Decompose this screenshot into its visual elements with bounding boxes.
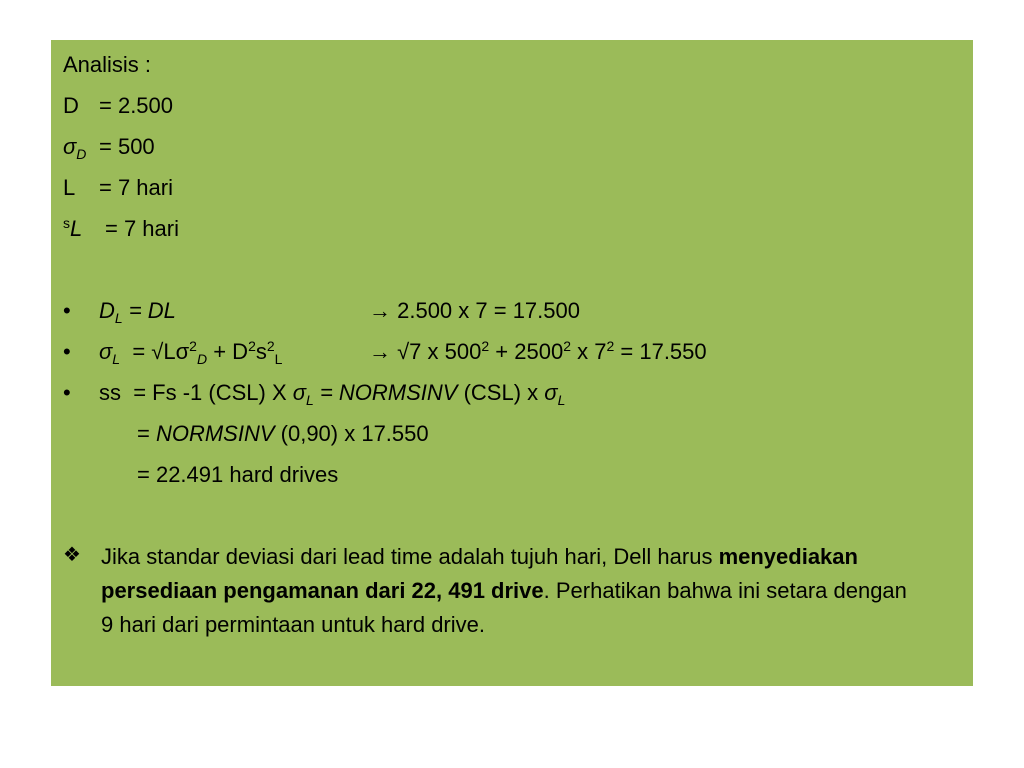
formula-sigma-l-symbol: σ — [99, 339, 113, 364]
formula-ss-text3: (CSL) x — [457, 380, 545, 405]
formula-dl-result: → 2.500 x 7 = 17.500 — [369, 298, 580, 323]
analysis-title: Analisis : — [63, 52, 152, 77]
formula-sigma-l — [99, 339, 282, 365]
formula-ss-sub2: L — [557, 392, 566, 408]
given-d-value: = 2.500 — [99, 93, 174, 118]
formula-ss-text1: ss = Fs -1 (CSL) X — [99, 380, 293, 405]
formula-ss-sigma: σ — [292, 380, 307, 405]
given-sigma-d-value: = 500 — [99, 134, 155, 159]
formula-ss-line2-fn: NORMSINV — [155, 421, 275, 446]
formula-sigma-l-sup1: 2 — [189, 338, 197, 354]
formula-dl-subscript: L — [114, 310, 123, 326]
formula-sigma-l-s: s — [255, 339, 267, 364]
formula-sigma-l-ressup2: 2 — [563, 338, 571, 354]
given-d — [63, 93, 174, 119]
given-l-label: L — [63, 175, 76, 200]
given-sl-superscript: s — [63, 215, 70, 231]
bullet-dot: • — [63, 298, 71, 323]
formula-sigma-l-eq1: = √Lσ — [132, 339, 190, 364]
given-d-label: D — [63, 93, 79, 118]
formula-sigma-l-plus: + D — [213, 339, 249, 364]
diamond-bullet-icon: ❖ — [63, 544, 81, 566]
formula-ss-line2 — [137, 421, 429, 447]
bullet-dot: • — [63, 339, 71, 364]
formula-sigma-l-subscript: L — [112, 351, 121, 367]
formula-sigma-l-sup3: 2 — [266, 338, 275, 354]
given-sigma-d — [63, 134, 155, 162]
formula-sigma-l-ressup3: 2 — [606, 338, 615, 354]
formula-ss-line2-rest: (0,90) x 17.550 — [274, 421, 429, 446]
formula-sigma-l-res1: → √7 x 500 — [369, 339, 482, 364]
formula-sigma-l-res2: + 2500 — [495, 339, 564, 364]
formula-dl-rhs: = DL — [128, 298, 176, 323]
conclusion-paragraph — [101, 540, 921, 642]
formula-ss-line3: = 22.491 hard drives — [137, 462, 339, 487]
formula-dl-d: D — [99, 298, 115, 323]
formula-ss-text2: = — [313, 380, 339, 405]
given-l-value: = 7 hari — [99, 175, 173, 200]
formula-ss — [99, 380, 565, 406]
formula-sigma-l-ressup1: 2 — [481, 338, 490, 354]
slide-content-panel — [51, 40, 973, 686]
formula-ss-sub: L — [306, 392, 314, 408]
formula-sigma-l-res4: = 17.550 — [620, 339, 707, 364]
bullet-dot: • — [63, 380, 71, 405]
given-l — [63, 175, 173, 201]
conclusion-text-end: . Perhatikan bahwa ini setara dengan 9 hari dari permintaan untuk hard drive. — [101, 578, 907, 637]
formula-dl — [99, 298, 176, 324]
formula-ss-line2-eq: = — [137, 421, 156, 446]
formula-sigma-l-subd: D — [196, 351, 208, 367]
given-sl — [63, 215, 179, 242]
given-sl-label: L — [70, 216, 83, 241]
given-sl-value: = 7 hari — [105, 216, 179, 241]
formula-ss-normsinv: NORMSINV — [338, 380, 458, 405]
conclusion-text-bold: menyediakan persediaan pengamanan dari 22, 491 drive — [101, 544, 858, 603]
formula-ss-sigma2: σ — [544, 380, 558, 405]
conclusion-text-start: Jika standar deviasi dari lead time adalah tujuh hari, Dell harus — [101, 544, 719, 569]
given-sigma-d-subscript: D — [76, 146, 87, 162]
given-sigma-d-symbol: σ — [63, 134, 77, 159]
formula-sigma-l-result — [369, 339, 707, 365]
formula-sigma-l-res3: x 7 — [577, 339, 607, 364]
formula-sigma-l-sup2: 2 — [248, 338, 256, 354]
formula-sigma-l-subl: L — [274, 351, 283, 367]
